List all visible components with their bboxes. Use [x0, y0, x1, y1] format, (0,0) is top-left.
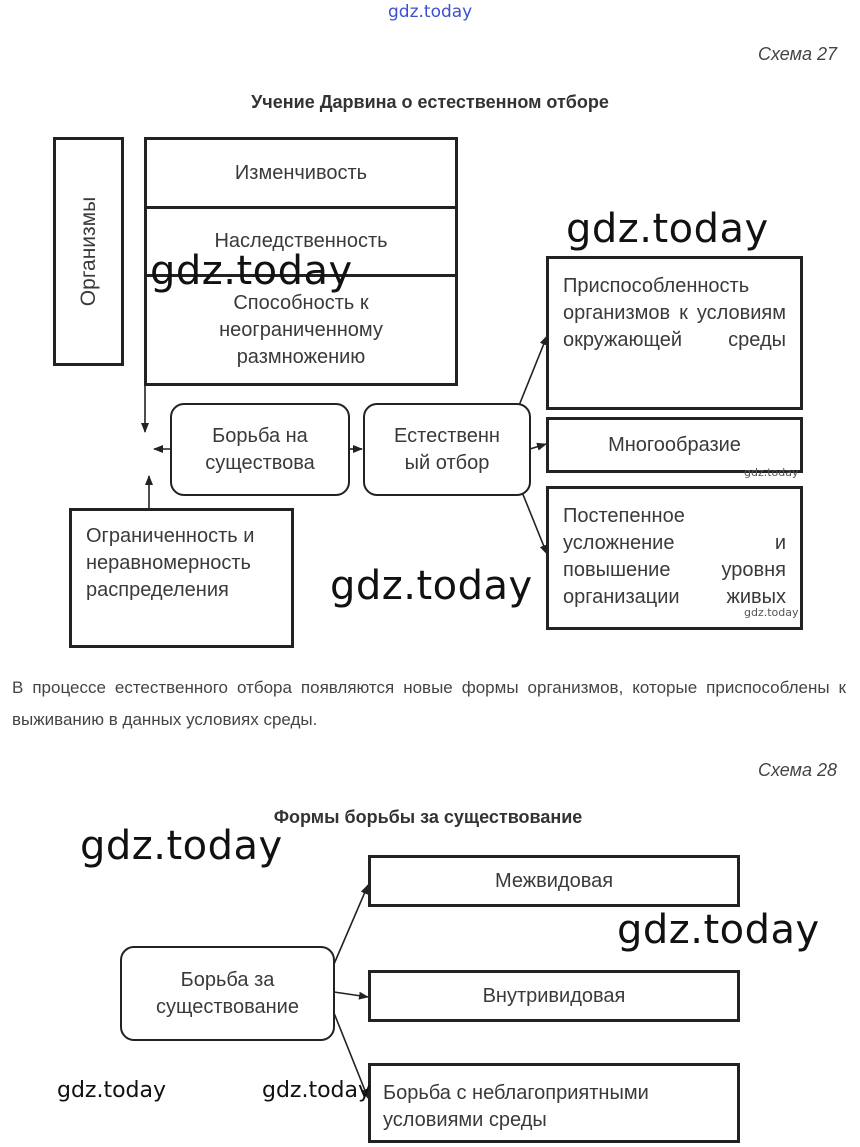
watermark: gdz.today [80, 823, 283, 869]
watermark: gdz.today [744, 606, 799, 619]
struggle-label: Борьба на существова [205, 424, 315, 474]
watermark: gdz.today [744, 466, 799, 479]
result-label: Постепенное усложнение и повышение уровня организации живых [563, 505, 786, 608]
limitation-label: Ограниченность и неравномерность распределения [86, 525, 255, 601]
trait-variability-box [144, 137, 458, 209]
explanation-paragraph: В процессе естественного отбора появляются новые формы организмов, которые приспособлены к выживанию в данных условиях среды. [12, 678, 846, 729]
watermark: gdz.today [150, 248, 353, 294]
schema-number: Схема 27 [758, 44, 837, 64]
result-label: Многообразие [608, 433, 741, 456]
arrow-to-diversity [530, 444, 546, 449]
trait-label: Способность к неограниченному размножению [219, 291, 383, 368]
arrow-to-complexity [522, 492, 547, 554]
form-intraspecific-box [368, 970, 740, 1022]
watermark: gdz.today [330, 563, 533, 609]
struggle-box [170, 403, 350, 496]
selection-label: Естественн ый отбор [394, 424, 500, 474]
watermark: gdz.today [566, 206, 769, 252]
watermark: gdz.today [262, 1078, 372, 1103]
result-diversity-box [546, 417, 803, 473]
struggle-label: Борьба за существование [156, 968, 299, 1018]
struggle-for-existence-box [120, 946, 335, 1041]
natural-selection-box [363, 403, 531, 496]
arrow-to-intraspecific [334, 992, 368, 997]
organisms-box [53, 137, 124, 366]
form-label: Внутривидовая [482, 984, 626, 1007]
trait-label: Наследственность [214, 230, 388, 252]
form-label: Межвидовая [494, 869, 614, 892]
limitation-box [69, 508, 294, 648]
watermark: gdz.today [617, 907, 820, 953]
arrow-to-adaptation [518, 336, 547, 408]
diagram-title: Учение Дарвина о естественном отборе [251, 92, 609, 112]
form-interspecific-box [368, 855, 740, 907]
organisms-label: Организмы [77, 196, 101, 307]
result-label: Приспособленность организмов к условиям окружающей среды [563, 275, 786, 351]
form-label: Борьба с неблагоприятными условиями среды [383, 1082, 649, 1131]
trait-label: Изменчивость [234, 161, 368, 184]
form-conditions-box [368, 1063, 740, 1143]
watermark: gdz.today [57, 1078, 167, 1103]
watermark: gdz.today [388, 2, 473, 22]
diagram-title: Формы борьбы за существование [273, 807, 583, 827]
schema-number: Схема 28 [758, 760, 837, 780]
result-adaptation-box [546, 256, 803, 410]
